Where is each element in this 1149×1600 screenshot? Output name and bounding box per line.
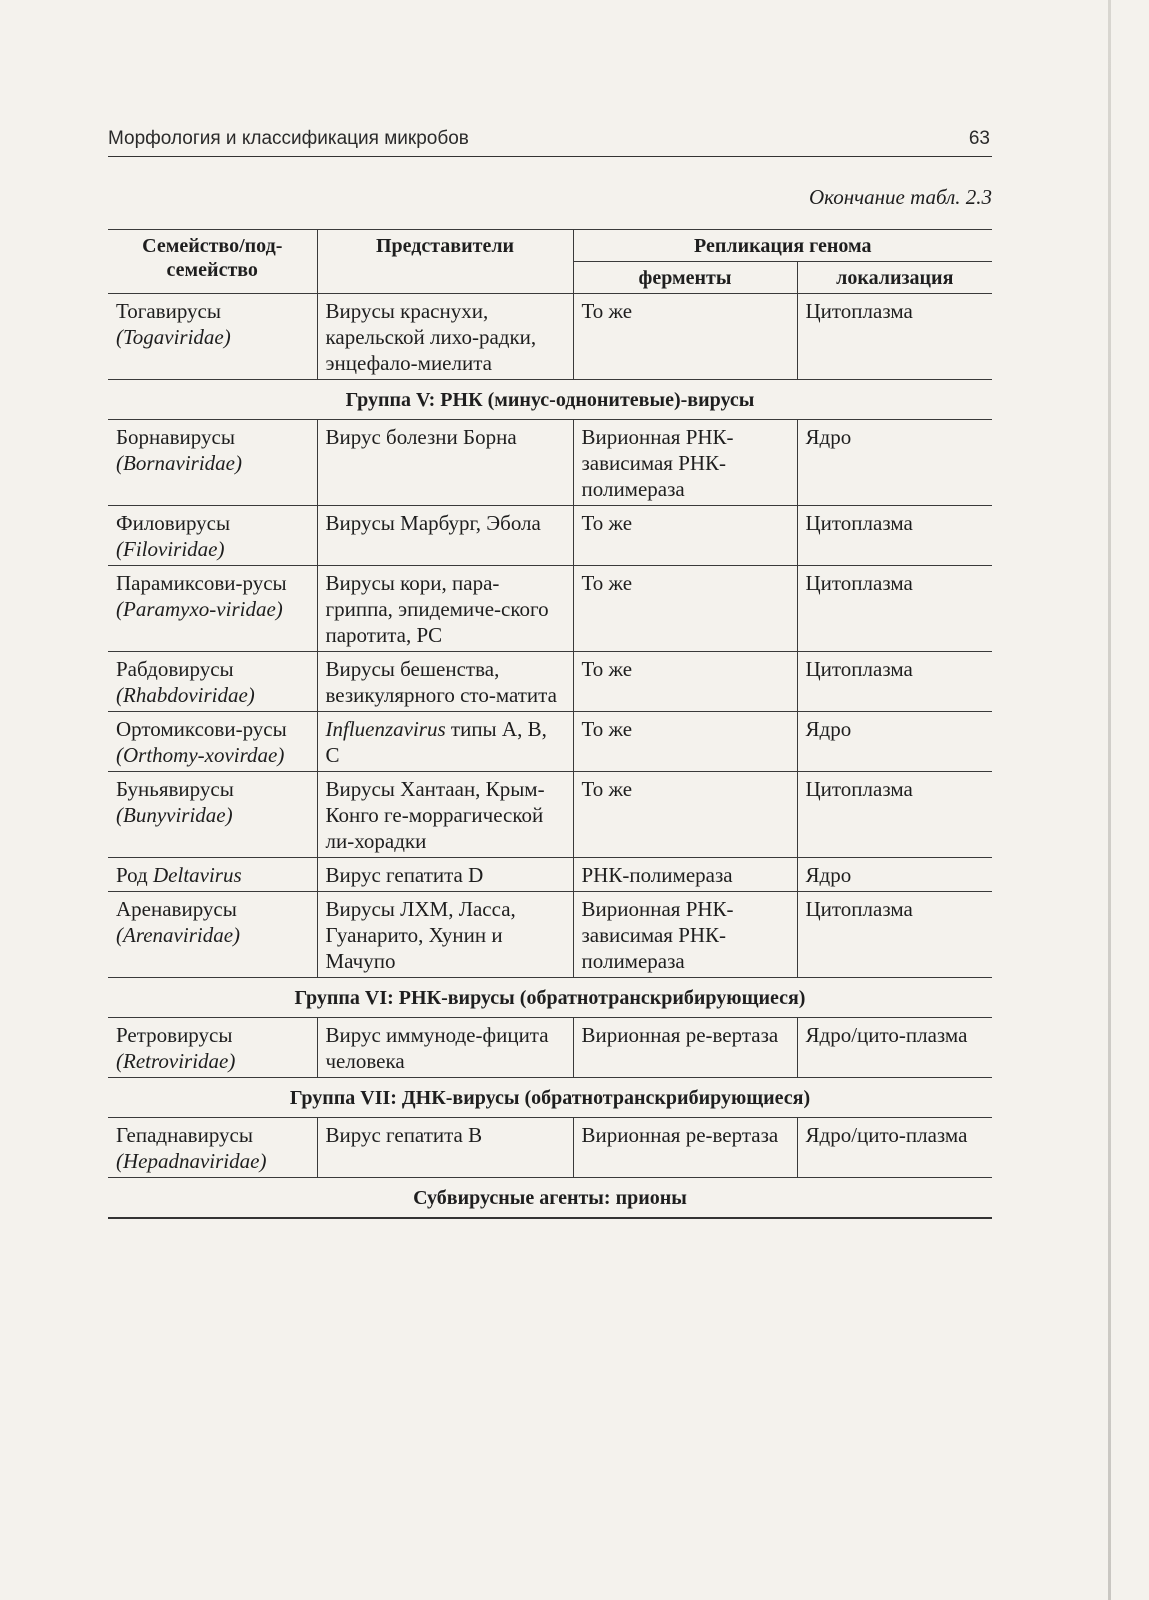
group-title: Группа VI: РНК-вирусы (обратнотранскрибирующиеся) <box>108 978 992 1018</box>
family-cell: Ортомиксови-русы (Orthomy-xovirdae) <box>108 712 317 772</box>
group-title: Субвирусные агенты: прионы <box>108 1178 992 1219</box>
representatives-cell: Вирусы ЛХМ, Ласса, Гуанарито, Хунин и Мачупо <box>317 892 573 978</box>
representatives-cell: Вирусы краснухи, карельской лихо-радки, энцефало-миелита <box>317 294 573 380</box>
enzymes-cell: То же <box>573 566 797 652</box>
representatives-cell: Вирус болезни Борна <box>317 420 573 506</box>
family-cell: Буньявирусы (Bunyviridae) <box>108 772 317 858</box>
localization-cell: Ядро/цито-плазма <box>797 1018 992 1078</box>
table-row <box>108 1018 992 1078</box>
family-cell: Гепаднавирусы (Hepadnaviridae) <box>108 1118 317 1178</box>
group-title: Группа V: РНК (минус-однонитевые)-вирусы <box>108 380 992 420</box>
table-row <box>108 506 992 566</box>
running-header <box>108 126 992 157</box>
header-representatives: Представители <box>317 230 573 294</box>
family-cell: Тогавирусы (Togaviridae) <box>108 294 317 380</box>
table-caption: Окончание табл. 2.3 <box>809 185 992 209</box>
family-cell: Рабдовирусы (Rhabdoviridae) <box>108 652 317 712</box>
header-enzymes: ферменты <box>573 262 797 294</box>
header-family: Семейство/под-семейство <box>108 230 317 294</box>
enzymes-cell: То же <box>573 652 797 712</box>
group-row <box>108 978 992 1018</box>
enzymes-cell: То же <box>573 772 797 858</box>
localization-cell: Цитоплазма <box>797 566 992 652</box>
enzymes-cell: Вирионная РНК-зависимая РНК-полимераза <box>573 420 797 506</box>
enzymes-cell: РНК-полимераза <box>573 858 797 892</box>
representatives-cell: Вирус гепатита D <box>317 858 573 892</box>
representatives-cell: Вирусы Марбург, Эбола <box>317 506 573 566</box>
table-row <box>108 1118 992 1178</box>
enzymes-cell: Вирионная РНК-зависимая РНК-полимераза <box>573 892 797 978</box>
family-cell: Род Deltavirus <box>108 858 317 892</box>
family-cell: Парамиксови-русы (Paramyxo-viridae) <box>108 566 317 652</box>
family-cell: Ретровирусы (Retroviridae) <box>108 1018 317 1078</box>
representatives-cell: Вирусы бешенства, везикулярного сто-матита <box>317 652 573 712</box>
enzymes-cell: Вирионная ре-вертаза <box>573 1118 797 1178</box>
table-row <box>108 420 992 506</box>
header-localization: локализация <box>797 262 992 294</box>
group-row <box>108 1078 992 1118</box>
page-number: 63 <box>968 128 990 149</box>
enzymes-cell: То же <box>573 506 797 566</box>
table-row <box>108 652 992 712</box>
localization-cell: Цитоплазма <box>797 892 992 978</box>
localization-cell: Ядро <box>797 712 992 772</box>
group-row <box>108 380 992 420</box>
running-title: Морфология и классификация микробов <box>108 128 469 149</box>
family-cell: Аренавирусы (Arenaviridae) <box>108 892 317 978</box>
localization-cell: Цитоплазма <box>797 772 992 858</box>
localization-cell: Цитоплазма <box>797 294 992 380</box>
localization-cell: Ядро <box>797 858 992 892</box>
representatives-cell: Вирусы кори, пара-гриппа, эпидемиче-ского паротита, PC <box>317 566 573 652</box>
table-row <box>108 892 992 978</box>
representatives-cell: Вирусы Хантаан, Крым-Конго ге-моррагической ли-хорадки <box>317 772 573 858</box>
group-title: Группа VII: ДНК-вирусы (обратнотранскрибирующиеся) <box>108 1078 992 1118</box>
table-row <box>108 712 992 772</box>
family-cell: Борнавирусы (Bornaviridae) <box>108 420 317 506</box>
virus-table <box>108 229 992 1219</box>
enzymes-cell: То же <box>573 712 797 772</box>
representatives-cell: Вирус гепатита B <box>317 1118 573 1178</box>
family-cell: Филовирусы (Filoviridae) <box>108 506 317 566</box>
enzymes-cell: То же <box>573 294 797 380</box>
localization-cell: Цитоплазма <box>797 506 992 566</box>
representatives-cell: Influenzavirus типы A, B, C <box>317 712 573 772</box>
header-replication: Репликация генома <box>573 230 992 262</box>
group-row <box>108 1178 992 1219</box>
page-edge-line <box>1108 0 1111 1600</box>
table-row <box>108 772 992 858</box>
table-row <box>108 858 992 892</box>
localization-cell: Ядро <box>797 420 992 506</box>
representatives-cell: Вирус иммуноде-фицита человека <box>317 1018 573 1078</box>
localization-cell: Ядро/цито-плазма <box>797 1118 992 1178</box>
table-row <box>108 566 992 652</box>
table-row <box>108 294 992 380</box>
enzymes-cell: Вирионная ре-вертаза <box>573 1018 797 1078</box>
localization-cell: Цитоплазма <box>797 652 992 712</box>
